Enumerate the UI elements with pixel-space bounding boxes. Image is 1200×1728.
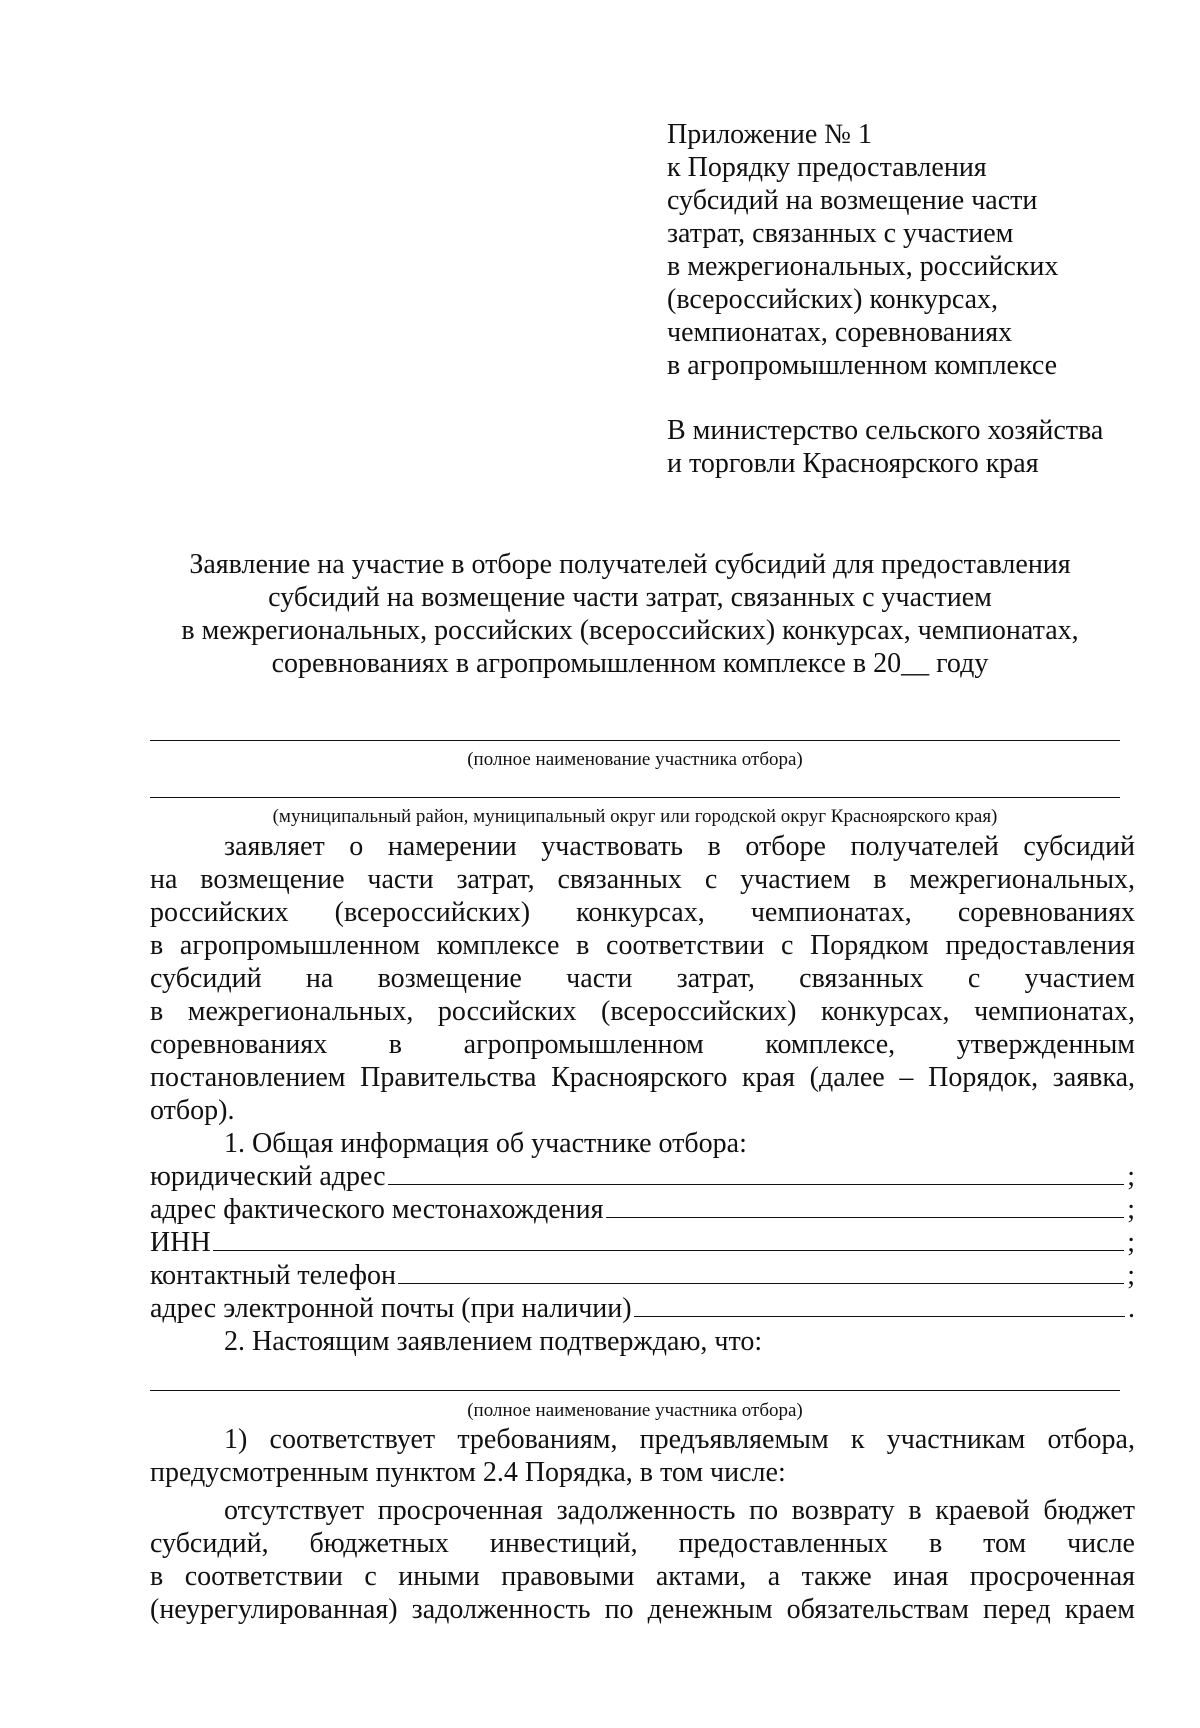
participant-name-caption: (полное наименование участника отбора) <box>467 749 803 770</box>
participant-name-line[interactable] <box>150 740 1120 741</box>
document-title <box>150 548 1110 680</box>
section-2-heading: 2. Настоящим заявлением подтверждаю, что: <box>224 1326 763 1357</box>
addressee-line: и торговли Красноярского края <box>667 448 1039 479</box>
appendix-header <box>667 118 1177 382</box>
participant-name-line-2[interactable] <box>150 1390 1120 1391</box>
field-label: адрес фактического местонахождения <box>150 1194 604 1225</box>
field-label: ИНН <box>150 1227 211 1258</box>
phone-field[interactable]: контактный телефон ; <box>150 1260 1135 1291</box>
debt-line: отсутствует просроченная задолженность по возврату в краевой бюджет <box>224 1495 1135 1526</box>
appendix-line: в агропромышленном комплексе <box>667 350 1058 381</box>
item-1-line: предусмотренным пунктом 2.4 Порядка, в том числе: <box>150 1457 786 1488</box>
debt-line: (неурегулированная) задолженность по денежным обязательствам перед краем <box>150 1594 1135 1625</box>
statement-line: субсидий на возмещение части затрат, связанных с участием <box>150 963 1135 994</box>
statement-line: в агропромышленном комплексе в соответствии с Порядком предоставления <box>150 930 1135 961</box>
statement-line: заявляет о намерении участвовать в отборе получателей субсидий <box>224 831 1135 862</box>
email-input[interactable] <box>634 1292 1125 1317</box>
statement-paragraph <box>150 830 1135 1358</box>
field-label: контактный телефон <box>150 1260 396 1291</box>
appendix-line: затрат, связанных с участием <box>667 218 1014 249</box>
title-line: в межрегиональных, российских (всероссийских) конкурсах, чемпионатах, <box>181 615 1079 646</box>
email-field[interactable]: адрес электронной почты (при наличии) . <box>150 1293 1135 1324</box>
debt-line: субсидий, бюджетных инвестиций, предоставленных в том числе <box>150 1528 1135 1559</box>
municipality-line[interactable] <box>150 797 1120 798</box>
addressee <box>667 414 1177 480</box>
section-1-heading: 1. Общая информация об участнике отбора: <box>224 1128 747 1159</box>
title-line: субсидий на возмещение части затрат, связанных с участием <box>268 582 992 613</box>
appendix-line: Приложение № 1 <box>667 119 872 150</box>
appendix-line: чемпионатах, соревнованиях <box>667 317 1013 348</box>
actual-address-input[interactable] <box>606 1193 1125 1218</box>
appendix-line: к Порядку предоставления <box>667 152 987 183</box>
addressee-line: В министерство сельского хозяйства <box>667 415 1104 446</box>
statement-line: в межрегиональных, российских (всероссийских) конкурсах, чемпионатах, <box>150 996 1135 1027</box>
appendix-line: субсидий на возмещение части <box>667 185 1038 216</box>
appendix-line: в межрегиональных, российских <box>667 251 1059 282</box>
title-line: соревнованиях в агропромышленном комплексе в 20__ году <box>271 648 989 679</box>
item-1-line: 1) соответствует требованиям, предъявляемым к участникам отбора, <box>224 1424 1135 1455</box>
appendix-line: (всероссийских) конкурсах, <box>667 284 999 315</box>
inn-input[interactable] <box>213 1226 1125 1251</box>
debt-paragraph <box>150 1494 1135 1626</box>
statement-line: на возмещение части затрат, связанных с участием в межрегиональных, <box>150 864 1135 895</box>
statement-line: постановлением Правительства Красноярского края (далее – Порядок, заявка, <box>150 1062 1135 1093</box>
debt-line: в соответствии с иными правовыми актами, а также иная просроченная <box>150 1561 1135 1592</box>
participant-name-caption-2: (полное наименование участника отбора) <box>467 1400 803 1421</box>
inn-field[interactable]: ИНН ; <box>150 1227 1135 1258</box>
legal-address-field[interactable]: юридический адрес ; <box>150 1161 1135 1192</box>
statement-line: российских (всероссийских) конкурсах, чемпионатах, соревнованиях <box>150 897 1135 928</box>
phone-input[interactable] <box>398 1259 1124 1284</box>
statement-line: отбор). <box>150 1095 235 1126</box>
field-label: юридический адрес <box>150 1161 386 1192</box>
title-line: Заявление на участие в отборе получателей субсидий для предоставления <box>189 549 1071 580</box>
legal-address-input[interactable] <box>388 1160 1125 1185</box>
requirements-paragraph <box>150 1423 1135 1489</box>
statement-line: соревнованиях в агропромышленном комплексе, утвержденным <box>150 1029 1135 1060</box>
municipality-caption: (муниципальный район, муниципальный округ или городской округ Красноярского края) <box>272 806 998 827</box>
actual-address-field[interactable]: адрес фактического местонахождения ; <box>150 1194 1135 1225</box>
field-label: адрес электронной почты (при наличии) <box>150 1293 632 1324</box>
